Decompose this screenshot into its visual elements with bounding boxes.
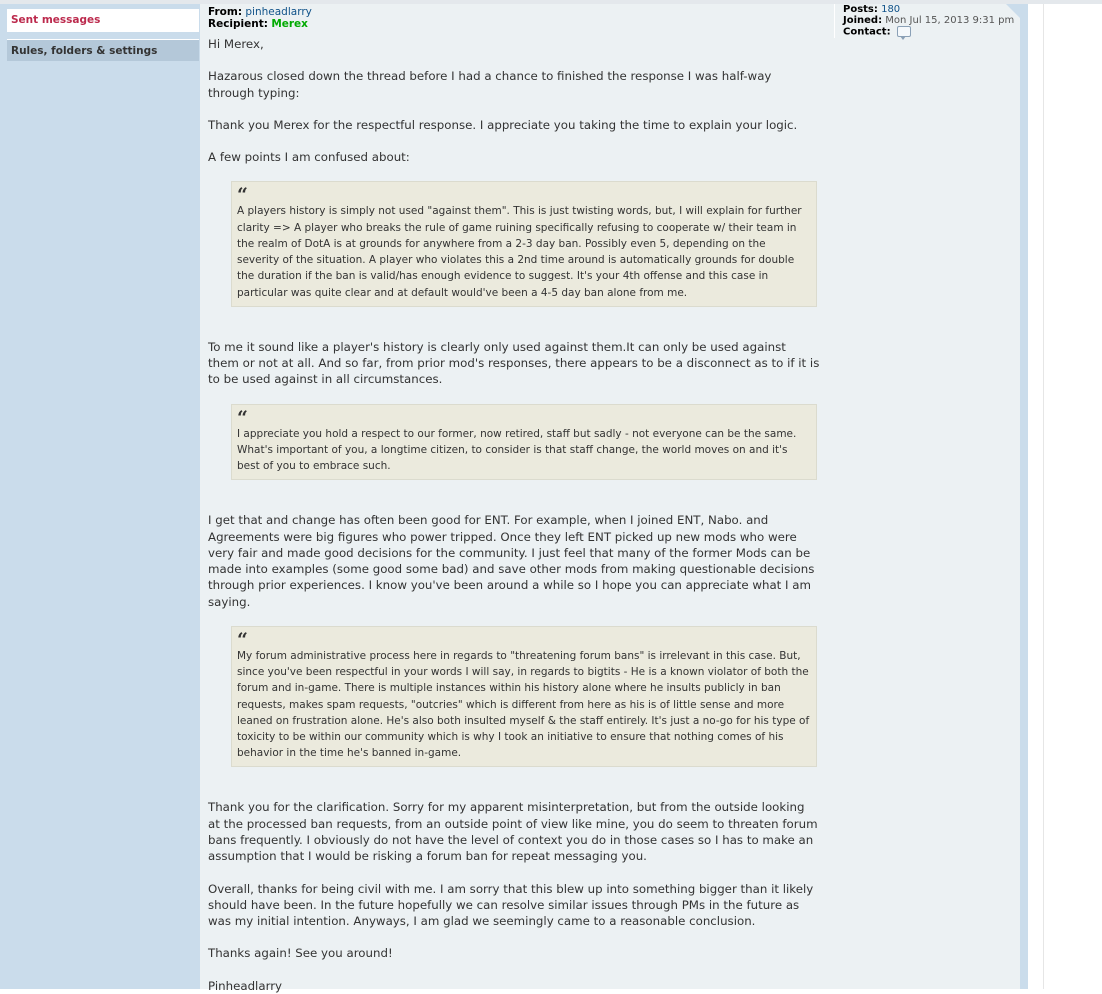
paragraph: Thank you for the clarification. Sorry for my apparent misinterpretation, but from the outside looking at the processed ban requests, from an outside point of view like mine, you do seem to threaten forum bans frequently. I obviously do not have the level of context you do in those cases so I has to make an assumption that I would be risking a forum ban for repeat messaging you. [208,800,818,864]
posts-row [843,4,1018,15]
quote-text: My forum administrative process here in regards to "threatening forum bans" is irrelevant in this case. But, since you've been respectful in your words I will say, in regards to bigtits - He is a known violator of both the forum and in-game. There is multiple instances within his history alone where he insults publicly in ban requests, makes spam requests, "outcries" which is different from here as his is of little sense and more leaned on frustration alone. He's also both insulted myself & the staff entirely. It's just a no-go for his type of toxicity to be within our community which is why I took an initiative to ensure that nothing comes of his behavior in the time he's banned in-game. [237,649,810,760]
contact-label: Contact: [843,26,891,38]
paragraph: Thank you Merex for the respectful response. I appreciate you taking the time to explain your logic. [208,117,798,132]
quote-block [231,181,817,306]
quote-mark-icon: “ [237,184,248,207]
joined-row [843,15,1018,26]
quote-text: I appreciate you hold a respect to our former, now retired, staff but sadly - not everyone can be the same. What's important of you, a longtime citizen, to consider is that staff change, the world moves on and it's best of you to embrace such. [237,427,797,472]
paragraph: Overall, thanks for being civil with me. I am sorry that this blew up into something bigger than it likely should have been. In the future hopefully we can resolve similar issues through PMs in the future as was my initial intention. Anyways, I am glad we seemingly came to a reasonable conclusion. [208,881,814,929]
greeting: Hi Merex, [208,37,264,51]
page-gutter-line [1043,4,1044,989]
recipient-user-link[interactable]: Merex [271,18,308,30]
recipient-row [208,18,312,30]
contact-row [843,26,1018,38]
paragraph: To me it sound like a player's history is clearly only used against them.It can only be used against them or not at all. And so far, from prior mod's responses, there appears to be a disconnect as to if it is to be used against in all circumstances. [208,339,820,387]
joined-date: Mon Jul 15, 2013 9:31 pm [885,15,1015,26]
speech-bubble-icon[interactable] [897,26,911,37]
paragraph: A few points I am confused about: [208,150,410,165]
paragraph: Thanks again! See you around! [208,946,393,961]
message-header [208,6,312,30]
quote-block [231,626,817,767]
signature: Pinheadlarry [208,978,283,993]
quote-mark-icon: “ [237,628,248,651]
paragraph: I get that and change has often been good for ENT. For example, when I joined ENT, Nabo. and Agreements were big figures who power tripped. Once they left ENT picked up new mods who were very fair and made good decisions for the community. I just feel that many of the former Mods can be made into examples (some good some bad) and save other mods from making questionable decisions through prior experiences. I know you've been around a while so I hope you can appreciate what I am saying. [208,513,815,609]
from-user-link[interactable]: pinheadlarry [245,6,312,18]
sidebar-divider [7,31,199,32]
from-row [208,6,312,18]
quote-mark-icon: “ [237,406,248,429]
panel-edge [1020,4,1028,989]
sidebar-item-sent-messages[interactable]: Sent messages [7,9,199,31]
author-profile [834,4,1018,38]
page-gutter [1028,4,1043,989]
posts-label: Posts: [843,4,878,15]
sidebar-item-rules-folders-settings[interactable]: Rules, folders & settings [7,39,199,61]
quote-block [231,404,817,481]
posts-count-link[interactable]: 180 [881,4,901,15]
from-label: From: [208,6,243,18]
quote-text: A players history is simply not used "against them". This is just twisting words, but, I will explain for further clarity => A player who breaks the rule of game ruining specifically refusing to cooperate w/ their team in the realm of DotA is at grounds for anywhere from a 2-3 day ban. Possibly even 5, depending on the severity of the situation. A player who violates this a 2nd time around is automatically grounds for double the duration if the ban is valid/has enough evidence to suggest. It's your 4th offense and this case in particular was quite clear and at default would've been a 4-5 day ban alone from me. [237,205,802,299]
paragraph: Hazarous closed down the thread before I had a chance to finished the response I was half-way through typing: [208,69,772,100]
recipient-label: Recipient: [208,18,268,30]
joined-label: Joined: [843,15,883,26]
message-body [208,36,820,994]
sidebar [0,4,200,989]
